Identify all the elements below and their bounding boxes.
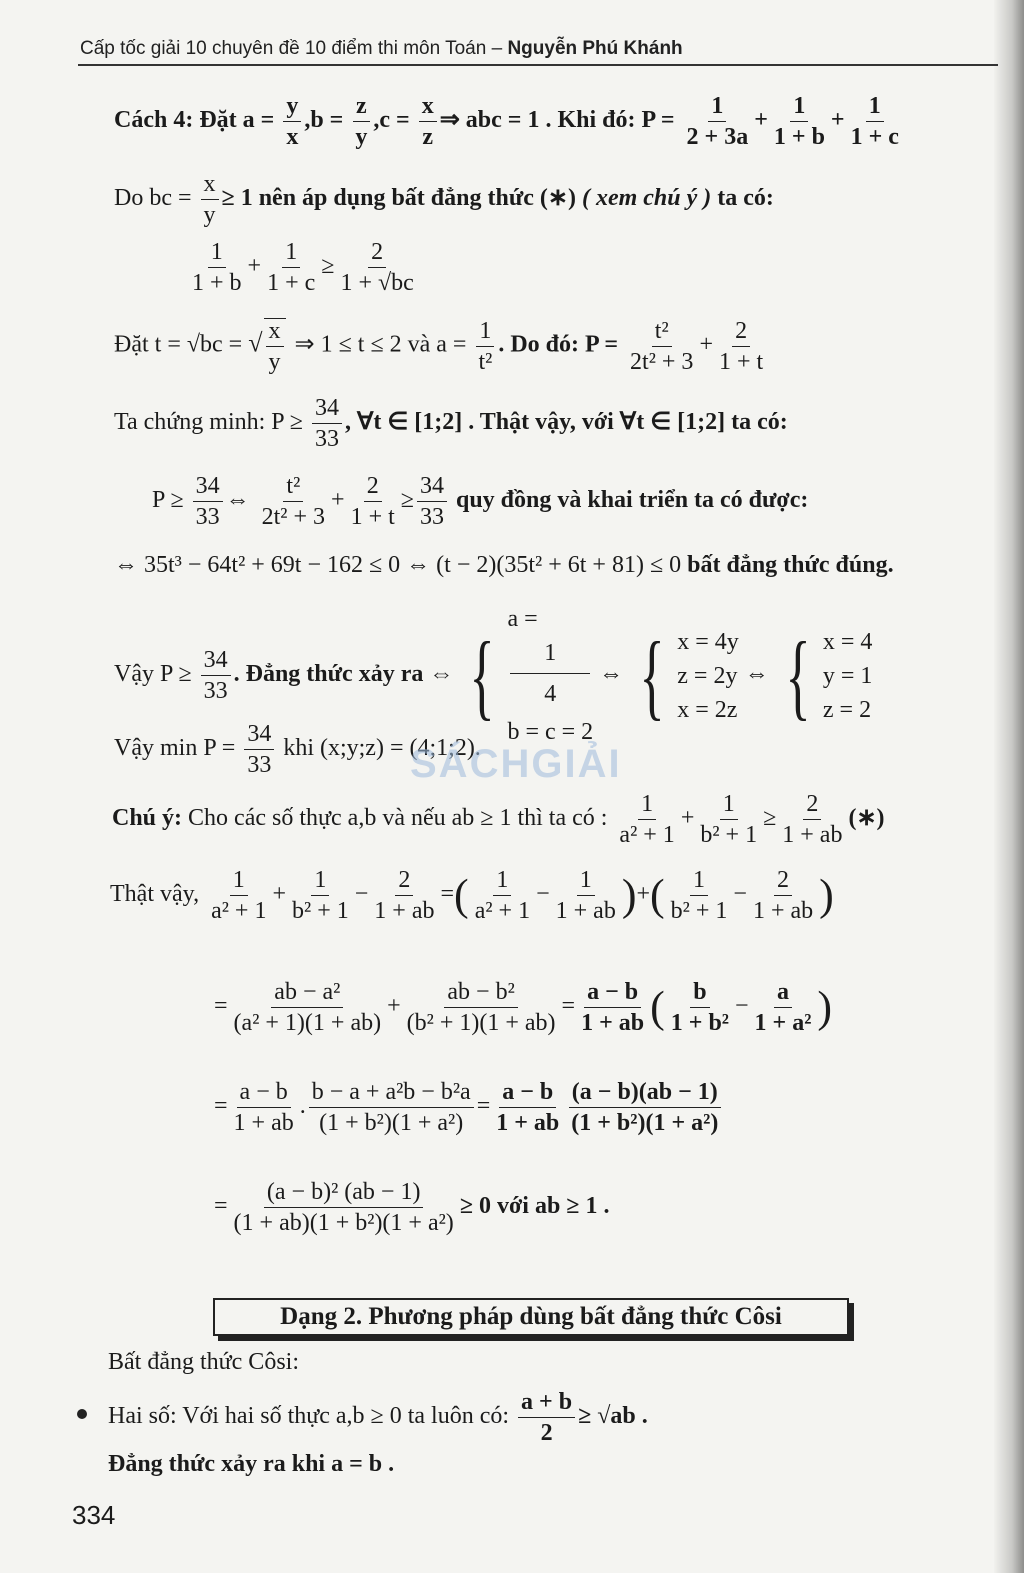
line-step-2: = $\frac{\text{ab − a²}}{\text{(a² + 1)(1 + ab)}}$ + $\frac{\text{ab − b²}}{\text{(b² + 1)(1 + ab)}}$ = $\frac{a - b}{1 + ab}$ ( $\frac{b}{\text{1 + b²}}$ − $\frac{a}{\text{1 + a²}}$ ) — [214, 979, 833, 1036]
fraction: $\frac{z}{y}$ — [352, 94, 370, 149]
fraction: $\frac{1}{1 + c}$ — [850, 93, 899, 150]
fraction: $\frac{34}{33}$ — [417, 474, 447, 529]
header-author: Nguyễn Phú Khánh — [507, 38, 683, 59]
text: ,c = — [373, 107, 410, 134]
text: Hai số: Với hai số thực a,b ≥ 0 ta luôn có: — [108, 1403, 510, 1430]
fraction: $\frac{(a - b)(ab - 1)}{\text{(1 + b²)(1 + a²)}}$ — [568, 1080, 721, 1135]
fraction: $\frac{1}{\text{a² + 1}}$ — [474, 867, 531, 924]
text: P ≥ — [152, 487, 184, 514]
fraction: $\frac{b}{\text{1 + b²}}$ — [670, 979, 729, 1036]
line-cach-4: Cách 4: Đặt a = $\frac{y}{x}$ ,b = $\frac{z}{y}$ ,c = $\frac{x}{z}$ ⇒ abc = 1 . Khi đó: P = $\frac{1}{2 + 3a}$ + $\frac{1}{1 + b}$ + $\frac{1}{1 + c}$ — [114, 94, 905, 149]
text: Đẳng thức xảy ra khi a = b . — [108, 1451, 395, 1477]
text: ⇒ abc = 1 . Khi đó: P = — [439, 107, 675, 134]
line-cosi-intro — [108, 1350, 299, 1374]
text: . Đẳng thức xảy ra ⇔ — [233, 661, 454, 688]
section-title-box — [213, 1298, 849, 1336]
page-number: 334 — [72, 1500, 116, 1530]
text: Đặt a = — [193, 107, 275, 134]
line-ta-chung-minh — [114, 396, 788, 451]
line-step-4: = $\frac{\text{(a − b)² (ab − 1)}}{\text{(1 + ab)(1 + b²)(1 + a²)}}$ ≥ 0 với ab ≥ 1 . — [214, 1179, 610, 1236]
bullet-icon — [77, 1409, 87, 1419]
fraction: $\frac{1}{1 + c}$ — [267, 239, 316, 296]
text: ( xem chú ý ) — [581, 185, 712, 212]
text: ta có: — [711, 185, 774, 212]
text: ≥ 0 với ab ≥ 1 . — [459, 1193, 610, 1220]
fraction: $\frac{2}{1 + t}$ — [718, 317, 764, 375]
watermark-logo: SÁCHGIẢI — [410, 742, 622, 786]
text: quy đồng và khai triển ta có được: — [455, 487, 809, 514]
fraction: $\frac{\text{ab − a²}}{\text{(a² + 1)(1 + ab)}}$ — [233, 979, 382, 1036]
line-inequality-bc: $\frac{1}{1 + b}$ + $\frac{1}{1 + c}$ ≥ $\frac{2}{1 + √bc}$ — [186, 240, 420, 295]
text: Cho các số thực a,b và nếu ab ≥ 1 thì ta có : — [182, 805, 608, 832]
text: Vậy P ≥ — [114, 661, 192, 688]
text: (∗) — [848, 805, 885, 832]
text: ≥ √ab . — [578, 1403, 648, 1430]
line-dat-t: Đặt t = √bc = √ $\frac{x}{y}$ ⇒ 1 ≤ t ≤ 2 và a = $\frac{1}{\text{t²}}$ . Do đó: P = $\frac{\text{t²}}{\text{2t² + 3}}$ + $\frac{2}{1 + t}$ — [114, 318, 769, 374]
fraction: $\frac{a - b}{1 + ab}$ — [581, 979, 645, 1036]
fraction: $\frac{\text{t²}}{\text{2t² + 3}}$ — [630, 317, 694, 375]
line-step-3: = $\frac{a - b}{1 + ab}$ . $\frac{\text{b − a + a²b − b²a}}{\text{(1 + b²)(1 + a²)}}$ = $\frac{a - b}{1 + ab}$ $\frac{(a - b)(ab - 1)}{\text{(1 + b²)(1 + a²)}}$ — [214, 1080, 724, 1135]
text: Vậy min P = — [114, 735, 236, 762]
fraction: $\frac{1}{1 + b}$ — [192, 239, 242, 296]
text: ≥ 1 nên áp dụng bất đẳng thức (∗) — [221, 185, 582, 212]
fraction: $\frac{\text{t²}}{\text{2t² + 3}}$ — [261, 473, 326, 530]
running-header — [80, 38, 998, 60]
fraction: $\frac{1}{\text{t²}}$ — [475, 319, 495, 374]
line-polynomial — [114, 553, 894, 577]
text: bất đẳng thức đúng. — [681, 552, 894, 578]
fraction: $\frac{\text{(a − b)² (ab − 1)}}{\text{(1 + ab)(1 + b²)(1 + a²)}}$ — [233, 1179, 454, 1236]
fraction: $\frac{1}{\text{a² + 1}}$ — [211, 867, 267, 924]
text: ⇔ — [599, 661, 624, 688]
text: khi (x;y;z) = (4;1;2). — [283, 735, 481, 762]
fraction: $\frac{a}{\text{1 + a²}}$ — [754, 979, 812, 1036]
system-2: x = 4y z = 2y x = 2z — [677, 628, 739, 723]
fraction: $\frac{y}{x}$ — [283, 94, 301, 149]
text: ≥ — [400, 487, 414, 514]
text: Bất đẳng thức Côsi: — [108, 1349, 299, 1375]
line-do-bc — [114, 172, 774, 227]
fraction: $\frac{34}{33}$ — [201, 648, 231, 703]
header-title: Cấp tốc giải 10 chuyên đề 10 điểm thi môn Toán – — [80, 38, 508, 59]
fraction: $\frac{1}{\text{b² + 1}}$ — [700, 791, 758, 848]
header-rule — [78, 64, 998, 66]
text: . Do đó: P = — [498, 331, 619, 358]
fraction: $\frac{a - b}{1 + ab}$ — [496, 1079, 560, 1136]
text: ⇔ 35t³ − 64t² + 69t − 162 ≤ 0 ⇔ (t − 2)(35t² + 6t + 81) ≤ 0 — [114, 552, 682, 578]
sqrt-fraction: $\frac{x}{y}$ — [264, 318, 286, 374]
line-two-numbers — [108, 1390, 648, 1445]
line-chu-y: Chú ý: Cho các số thực a,b và nếu ab ≥ 1 thì ta có : $\frac{1}{\text{a² + 1}}$ + $\frac{1}{\text{b² + 1}}$ ≥ $\frac{2}{1 + ab}$ (∗) — [112, 791, 885, 848]
text: ⇒ 1 ≤ t ≤ 2 và a = — [294, 331, 467, 358]
fraction: $\frac{1}{1 + b}$ — [773, 93, 825, 150]
text: ⇔ — [744, 661, 769, 688]
fraction: $\frac{\text{b − a + a²b − b²a}}{\text{(1 + b²)(1 + a²)}}$ — [309, 1080, 474, 1135]
fraction: $\frac{a + b}{2}$ — [518, 1390, 575, 1445]
line-that-vay: Thật vậy, $\frac{1}{\text{a² + 1}}$ + $\frac{1}{\text{b² + 1}}$ − $\frac{2}{1 + ab}$ =( $\frac{1}{\text{a² + 1}}$ − $\frac{1}{1 + ab}$ )+( $\frac{1}{\text{b² + 1}}$ − $\frac{2}{1 + ab}$ ) — [110, 867, 834, 924]
line-p-equivalent: P ≥ $\frac{34}{33}$ ⇔ $\frac{\text{t²}}{\text{2t² + 3}}$ + $\frac{2}{1 + t}$ ≥ $\frac{34}{33}$ quy đồng và khai triển ta có được: — [152, 473, 809, 530]
text: Ta chứng minh: P ≥ — [114, 409, 303, 436]
fraction: $\frac{34}{33}$ — [244, 722, 274, 777]
fraction: $\frac{2}{1 + √bc}$ — [340, 239, 414, 296]
fraction: $\frac{2}{1 + ab}$ — [782, 791, 843, 848]
text: ,b = — [304, 107, 344, 134]
text: ≥ — [763, 805, 777, 832]
text: Thật vậy, — [110, 881, 200, 908]
fraction: $\frac{x}{y}$ — [201, 172, 219, 227]
line-equality-condition — [108, 1452, 394, 1476]
line-equality-case: Vậy P ≥ $\frac{34}{33}$ . Đẳng thức xảy ra ⇔ { a = 1 4 b = c = 2 ⇔ { x = 4y z = 2y x = 2z ⇔ { x = 4 y = 1 z = 2 — [114, 602, 872, 749]
text: ⇔ — [225, 487, 250, 514]
system-1: a = 1 4 b = c = 2 — [507, 606, 594, 745]
fraction: $\frac{34}{33}$ — [193, 474, 223, 529]
fraction: $\frac{1}{\text{b² + 1}}$ — [670, 867, 728, 924]
fraction: $\frac{1}{1 + ab}$ — [555, 867, 616, 924]
section-title: Dạng 2. Phương pháp dùng bất đẳng thức Côsi — [280, 1303, 782, 1330]
system-3: x = 4 y = 1 z = 2 — [822, 628, 873, 723]
fraction: $\frac{2}{1 + ab}$ — [374, 867, 435, 924]
fraction: $\frac{2}{1 + t}$ — [350, 473, 395, 530]
fraction: $\frac{a - b}{1 + ab}$ — [233, 1079, 294, 1136]
text: ≥ — [321, 253, 335, 280]
fraction: $\frac{x}{z}$ — [419, 94, 437, 149]
fraction: $\frac{\text{ab − b²}}{\text{(b² + 1)(1 + ab)}}$ — [406, 979, 556, 1036]
note-label: Chú ý: — [112, 805, 183, 832]
method-label: Cách 4: — [114, 107, 194, 134]
fraction: $\frac{1}{2 + 3a}$ — [686, 93, 749, 150]
fraction: $\frac{1}{\text{b² + 1}}$ — [292, 867, 349, 924]
fraction: $\frac{34}{33}$ — [312, 396, 342, 451]
fraction: $\frac{1}{\text{a² + 1}}$ — [619, 791, 675, 848]
text: , ∀t ∈ [1;2] . Thật vậy, với ∀t ∈ [1;2] ta có: — [344, 409, 788, 436]
page-edge-shadow — [994, 0, 1024, 1573]
text: Đặt t = √bc = — [114, 331, 243, 358]
text: Do bc = — [114, 185, 192, 212]
fraction: $\frac{2}{1 + ab}$ — [752, 867, 814, 924]
